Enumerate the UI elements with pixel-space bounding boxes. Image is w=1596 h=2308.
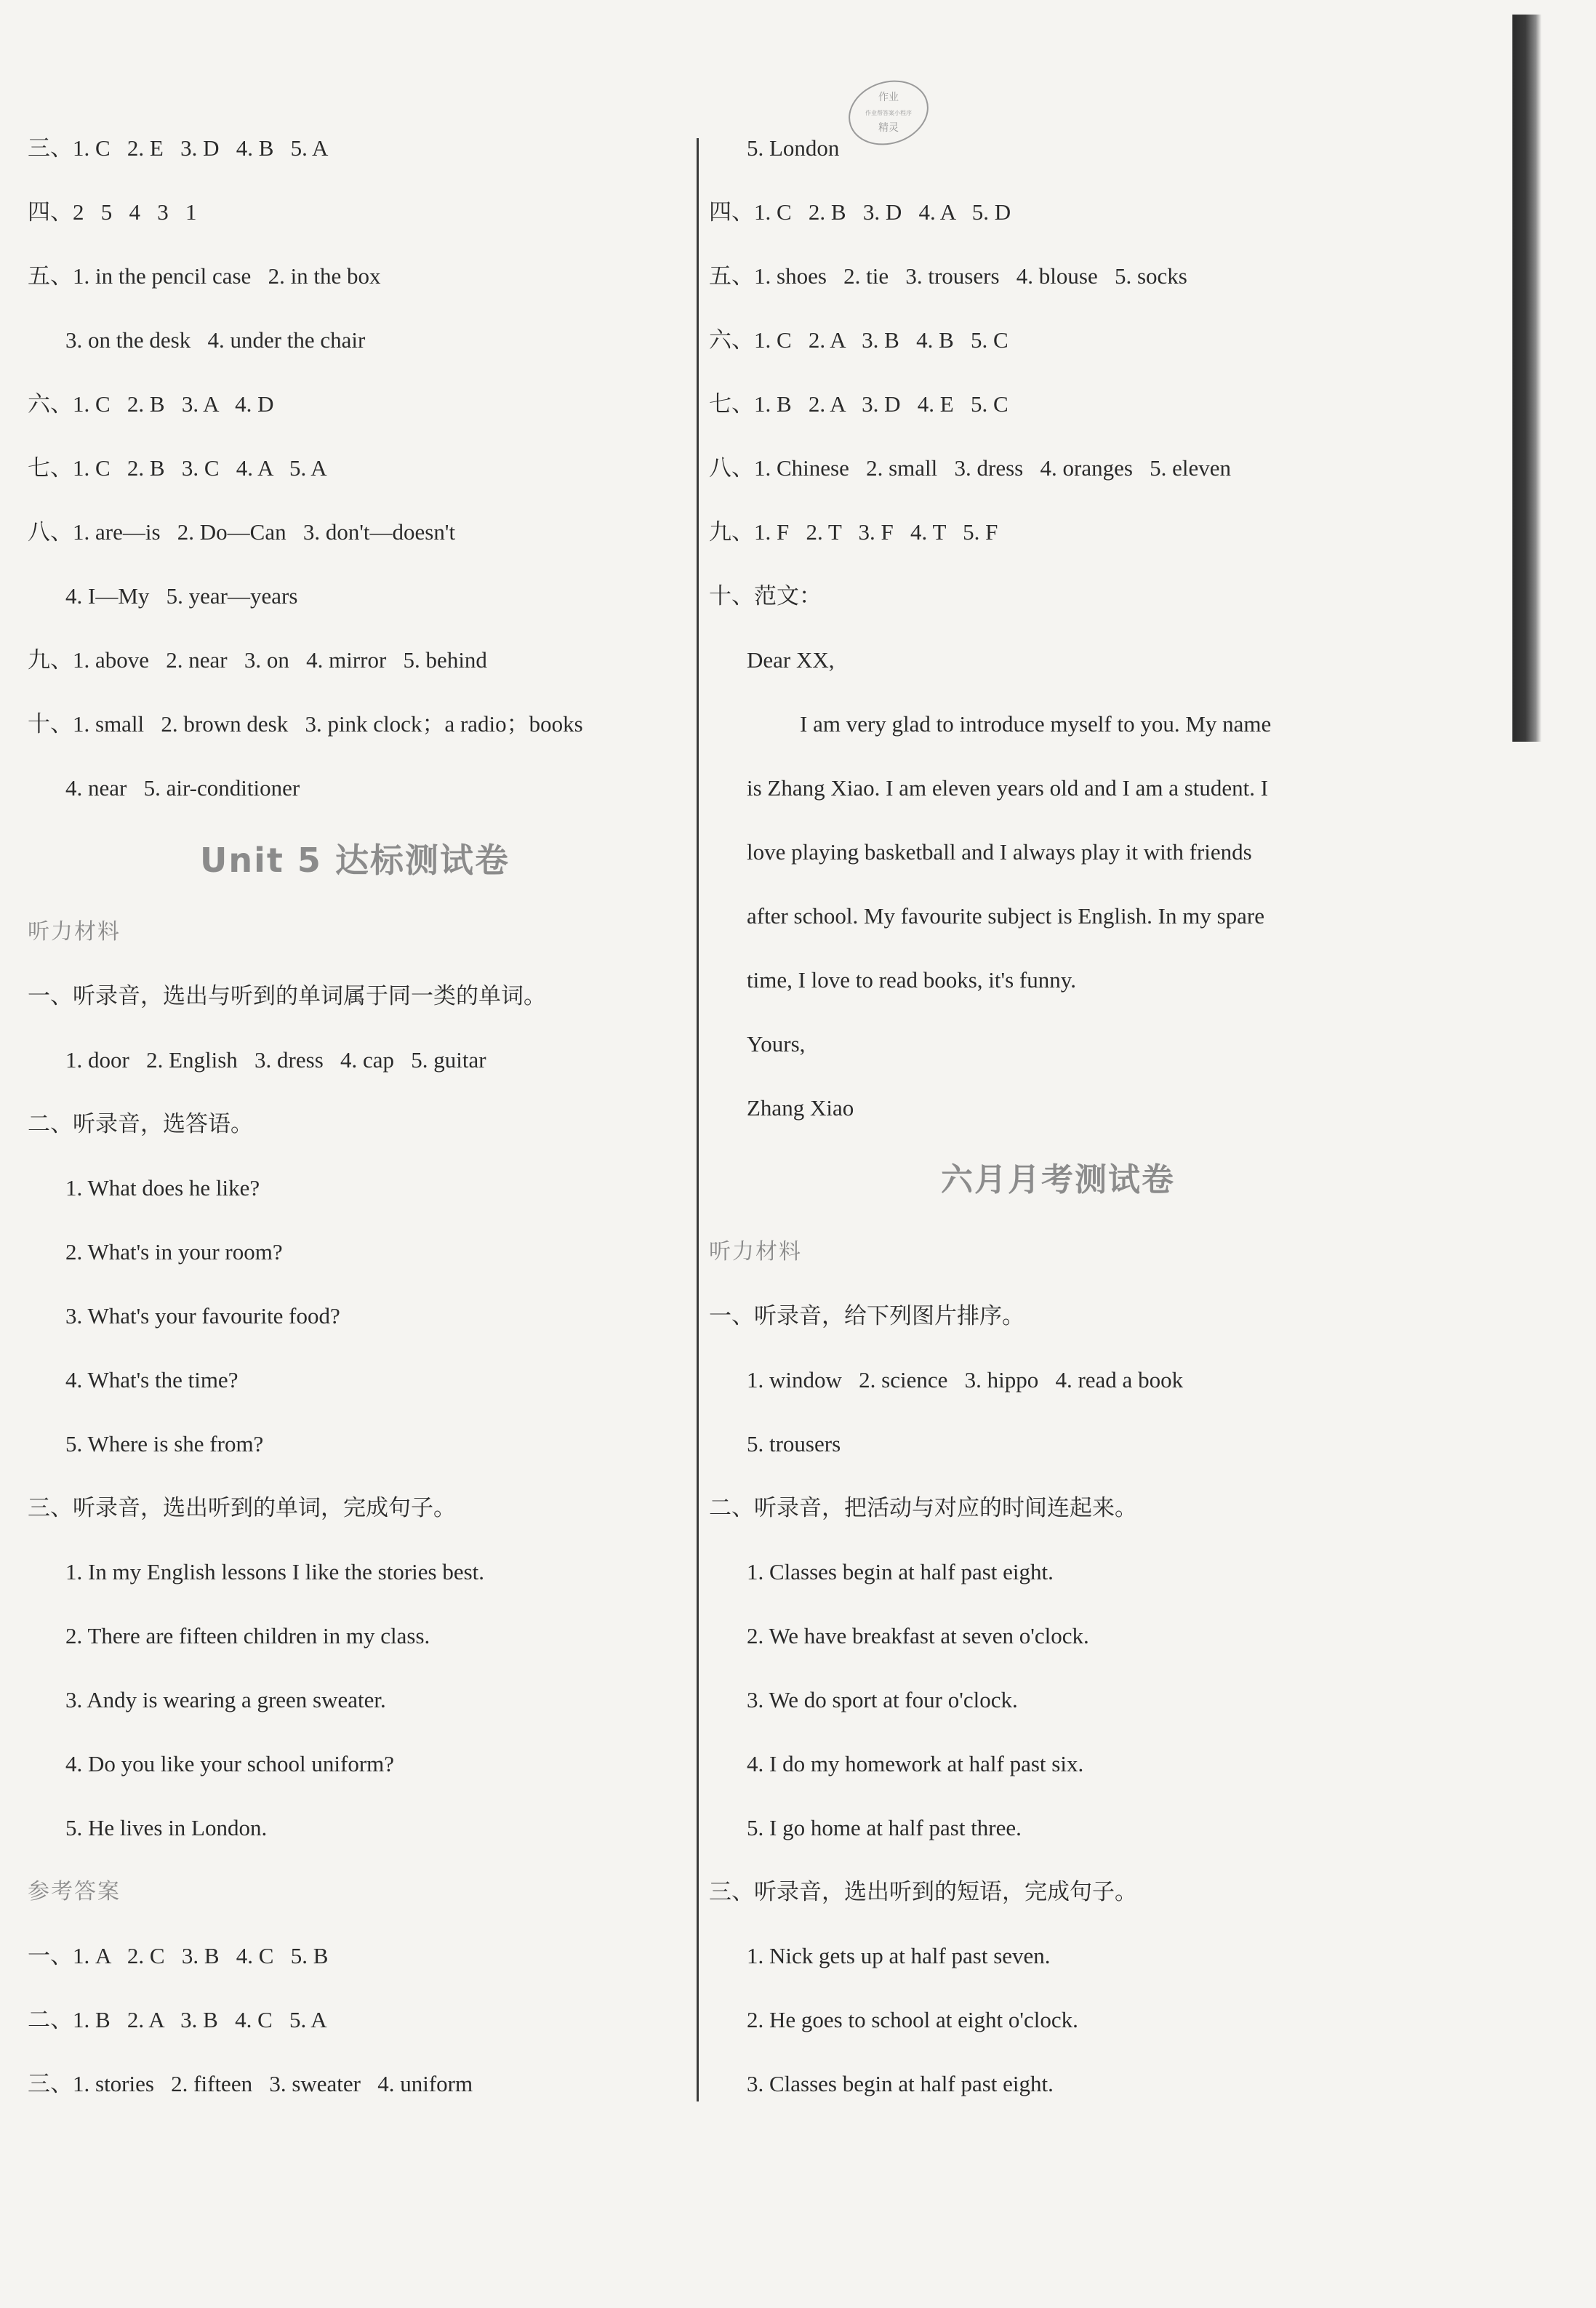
answer-line: 九、1. above 2. near 3. on 4. mirror 5. behind: [28, 647, 487, 673]
stamp-text-2: 作业帮答案小程序: [865, 110, 912, 116]
answer-line: 十、范文：: [709, 583, 822, 609]
question-item: 3. We do sport at four o'clock.: [747, 1687, 1018, 1712]
section-title-unit5: Unit 5 达标测试卷: [200, 841, 510, 880]
letter-signature: Zhang Xiao: [747, 1095, 854, 1121]
answer-line: 三、1. stories 2. fifteen 3. sweater 4. uniform: [28, 2071, 473, 2096]
question-item: 1. In my English lessons I like the stories best.: [65, 1559, 485, 1584]
question-heading: 三、听录音，选出听到的短语，完成句子。: [709, 1879, 1137, 1904]
answer-line: 八、1. Chinese 2. small 3. dress 4. oranges 5. eleven: [709, 455, 1232, 481]
answer-line: 二、1. B 2. A 3. B 4. C 5. A: [28, 2007, 327, 2032]
question-item: 5. Where is she from?: [65, 1431, 264, 1456]
question-item: 1. window 2. science 3. hippo 4. read a book: [747, 1367, 1184, 1393]
letter-text: after school. My favourite subject is English. In my spare: [747, 903, 1264, 929]
answer-line: 六、1. C 2. B 3. A 4. D: [28, 391, 274, 417]
answer-line: 4. near 5. air-conditioner: [65, 775, 300, 801]
listening-material-heading: 听力材料: [709, 1239, 802, 1265]
letter-greeting: Dear XX,: [747, 647, 835, 673]
question-item: 2. He goes to school at eight o'clock.: [747, 2007, 1078, 2032]
right-column: [709, 116, 1407, 2116]
answer-line: 5. London: [747, 135, 840, 161]
answer-line: 五、1. in the pencil case 2. in the box: [28, 263, 381, 289]
stamp-text-3: 精灵: [878, 123, 899, 134]
left-column: [28, 116, 682, 2116]
answer-line: 八、1. are—is 2. Do—Can 3. don't—doesn't: [28, 519, 456, 545]
answer-line: 一、1. A 2. C 3. B 4. C 5. B: [28, 1943, 329, 1968]
answer-line: 六、1. C 2. A 3. B 4. B 5. C: [709, 327, 1008, 353]
question-item: 2. What's in your room?: [65, 1239, 283, 1265]
scan-edge-shadow: [1512, 15, 1541, 742]
answer-line: 三、1. C 2. E 3. D 4. B 5. A: [28, 135, 329, 161]
listening-material-heading: 听力材料: [28, 919, 121, 945]
question-item: 5. He lives in London.: [65, 1815, 268, 1840]
answer-line: 七、1. C 2. B 3. C 4. A 5. A: [28, 455, 327, 481]
question-item: 2. There are fifteen children in my class.: [65, 1623, 430, 1648]
answer-line: 四、2 5 4 3 1: [28, 199, 197, 225]
question-heading: 三、听录音，选出听到的单词，完成句子。: [28, 1495, 456, 1520]
question-item: 3. Classes begin at half past eight.: [747, 2071, 1054, 2096]
question-item: 2. We have breakfast at seven o'clock.: [747, 1623, 1089, 1648]
answer-line: 七、1. B 2. A 3. D 4. E 5. C: [709, 391, 1008, 417]
question-item: 4. I do my homework at half past six.: [747, 1751, 1084, 1776]
question-heading: 二、听录音，选答语。: [28, 1111, 253, 1137]
question-item: 5. trousers: [747, 1431, 841, 1456]
section-title-june: 六月月考测试卷: [941, 1161, 1175, 1198]
question-item: 3. What's your favourite food?: [65, 1303, 340, 1329]
answer-line: 3. on the desk 4. under the chair: [65, 327, 366, 353]
answer-line: 四、1. C 2. B 3. D 4. A 5. D: [709, 199, 1011, 225]
letter-text: love playing basketball and I always play it with friends: [747, 839, 1252, 865]
question-item: 1. door 2. English 3. dress 4. cap 5. guitar: [65, 1047, 486, 1073]
column-divider: [697, 138, 699, 2101]
question-heading: 一、听录音，给下列图片排序。: [709, 1303, 1024, 1329]
answer-line: 4. I—My 5. year—years: [65, 583, 298, 609]
letter-text: time, I love to read books, it's funny.: [747, 967, 1076, 993]
answer-line: 九、1. F 2. T 3. F 4. T 5. F: [709, 519, 998, 545]
question-item: 1. Nick gets up at half past seven.: [747, 1943, 1051, 1968]
question-item: 4. What's the time?: [65, 1367, 238, 1393]
reference-answers-heading: 参考答案: [28, 1879, 121, 1904]
letter-text: is Zhang Xiao. I am eleven years old and I am a student. I: [747, 775, 1269, 801]
answer-line: 五、1. shoes 2. tie 3. trousers 4. blouse 5. socks: [709, 263, 1187, 289]
question-item: 1. What does he like?: [65, 1175, 260, 1201]
question-item: 4. Do you like your school uniform?: [65, 1751, 395, 1776]
letter-text: I am very glad to introduce myself to you. My name: [800, 711, 1272, 737]
stamp-text-1: 作业: [878, 92, 899, 103]
answer-line: 十、1. small 2. brown desk 3. pink clock；a radio；books: [28, 711, 583, 737]
letter-closing: Yours,: [747, 1031, 806, 1057]
question-item: 3. Andy is wearing a green sweater.: [65, 1687, 386, 1712]
question-heading: 二、听录音，把活动与对应的时间连起来。: [709, 1495, 1137, 1520]
question-item: 1. Classes begin at half past eight.: [747, 1559, 1054, 1584]
question-item: 5. I go home at half past three.: [747, 1815, 1022, 1840]
question-heading: 一、听录音，选出与听到的单词属于同一类的单词。: [28, 983, 546, 1009]
